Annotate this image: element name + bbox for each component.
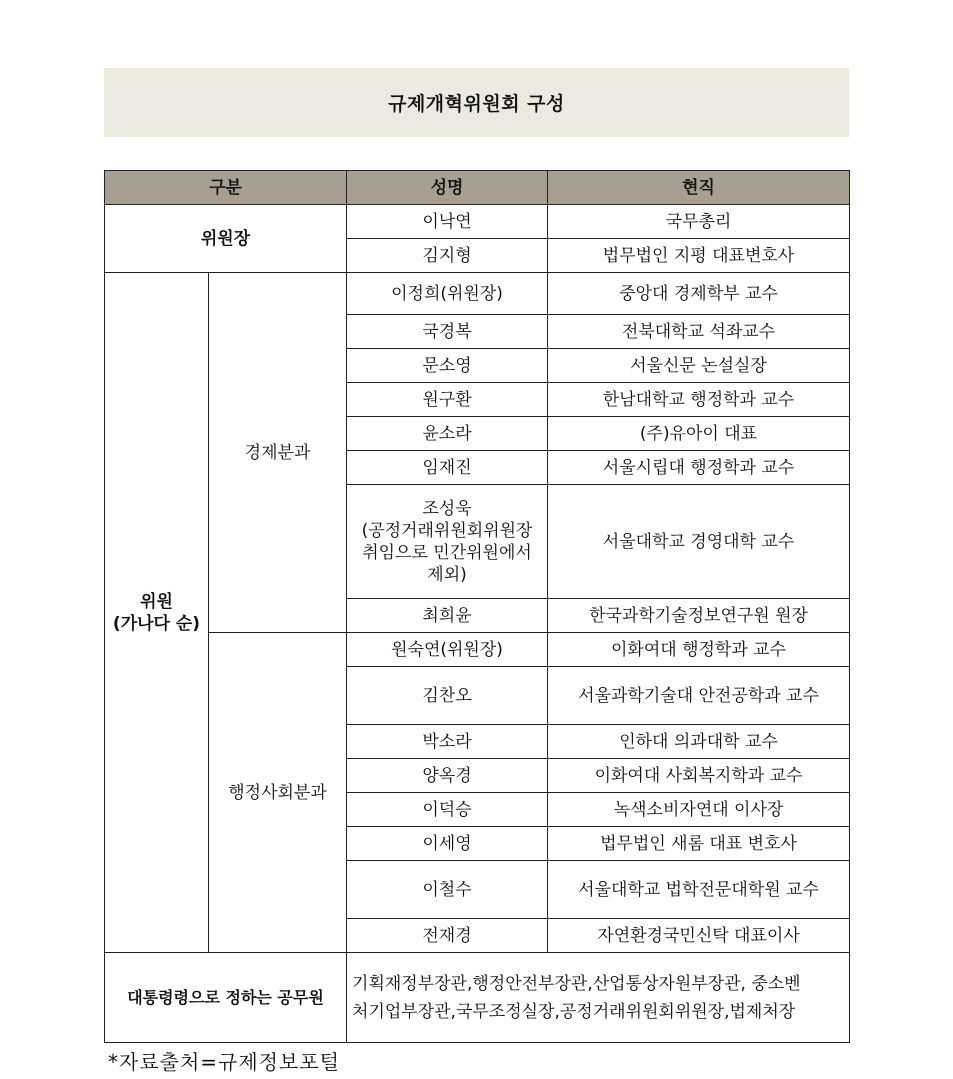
admin-subcommittee-label: 행정사회분과 [209, 633, 347, 953]
member-position: 서울대학교 법학전문대학원 교수 [548, 861, 850, 919]
member-name: 국경복 [347, 315, 548, 349]
member-name: 임재진 [347, 451, 548, 485]
officials-list [347, 953, 850, 1043]
member-position: 법무법인 지평 대표변호사 [548, 239, 850, 273]
member-name: 양옥경 [347, 759, 548, 793]
member-position: (주)유아이 대표 [548, 417, 850, 451]
member-name: 윤소라 [347, 417, 548, 451]
member-name-multiline [347, 485, 548, 599]
member-note-line: 취임으로 민간위원에서 [362, 542, 532, 563]
page-title: 규제개혁위원회 구성 [104, 68, 849, 137]
member-position: 중앙대 경제학부 교수 [548, 273, 850, 315]
member-name: 최희윤 [347, 599, 548, 633]
table-row [105, 205, 850, 239]
header-position: 현직 [548, 171, 850, 205]
members-label-line2: (가나다 순) [112, 613, 201, 634]
member-position: 서울과학기술대 안전공학과 교수 [548, 667, 850, 725]
member-note-line: 제외) [427, 564, 467, 585]
member-position: 법무법인 새롬 대표 변호사 [548, 827, 850, 861]
member-position: 이화여대 사회복지학과 교수 [548, 759, 850, 793]
econ-subcommittee-label: 경제분과 [209, 273, 347, 633]
member-name: 이철수 [347, 861, 548, 919]
member-position: 인하대 의과대학 교수 [548, 725, 850, 759]
member-note-line: (공정거래위원회위원장 [361, 520, 533, 541]
header-row [105, 171, 850, 205]
member-name: 문소영 [347, 349, 548, 383]
member-position: 녹색소비자연대 이사장 [548, 793, 850, 827]
member-position: 서울시립대 행정학과 교수 [548, 451, 850, 485]
members-label-line1: 위원 [140, 591, 173, 612]
table-row [105, 633, 850, 667]
member-name: 원숙연(위원장) [347, 633, 548, 667]
member-name: 이세영 [347, 827, 548, 861]
table-row [105, 273, 850, 315]
header-category: 구분 [105, 171, 347, 205]
member-position: 자연환경국민신탁 대표이사 [548, 919, 850, 953]
member-position: 전북대학교 석좌교수 [548, 315, 850, 349]
header-name: 성명 [347, 171, 548, 205]
member-name: 김찬오 [347, 667, 548, 725]
member-position: 한남대학교 행정학과 교수 [548, 383, 850, 417]
source-note: *자료출처=규제정보포털 [108, 1050, 340, 1074]
officials-line: 처기업부장관,국무조정실장,공정거래위원회위원장,법제처장 [352, 1001, 796, 1022]
member-name: 전재경 [347, 919, 548, 953]
member-position: 한국과학기술정보연구원 원장 [548, 599, 850, 633]
member-position: 서울대학교 경영대학 교수 [548, 485, 850, 599]
member-position: 서울신문 논설실장 [548, 349, 850, 383]
member-name: 조성욱 [422, 498, 472, 519]
member-name: 이낙연 [347, 205, 548, 239]
member-position: 이화여대 행정학과 교수 [548, 633, 850, 667]
committee-table [104, 170, 850, 1043]
table-row [105, 953, 850, 1043]
member-name: 이정희(위원장) [347, 273, 548, 315]
officials-label: 대통령령으로 정하는 공무원 [105, 953, 347, 1043]
chair-label: 위원장 [105, 205, 347, 273]
members-label [105, 273, 209, 953]
member-name: 원구환 [347, 383, 548, 417]
member-name: 박소라 [347, 725, 548, 759]
member-name: 김지형 [347, 239, 548, 273]
officials-line: 기획재정부장관,행정안전부장관,산업통상자원부장관, 중소벤 [352, 973, 801, 994]
member-position: 국무총리 [548, 205, 850, 239]
member-name: 이덕승 [347, 793, 548, 827]
